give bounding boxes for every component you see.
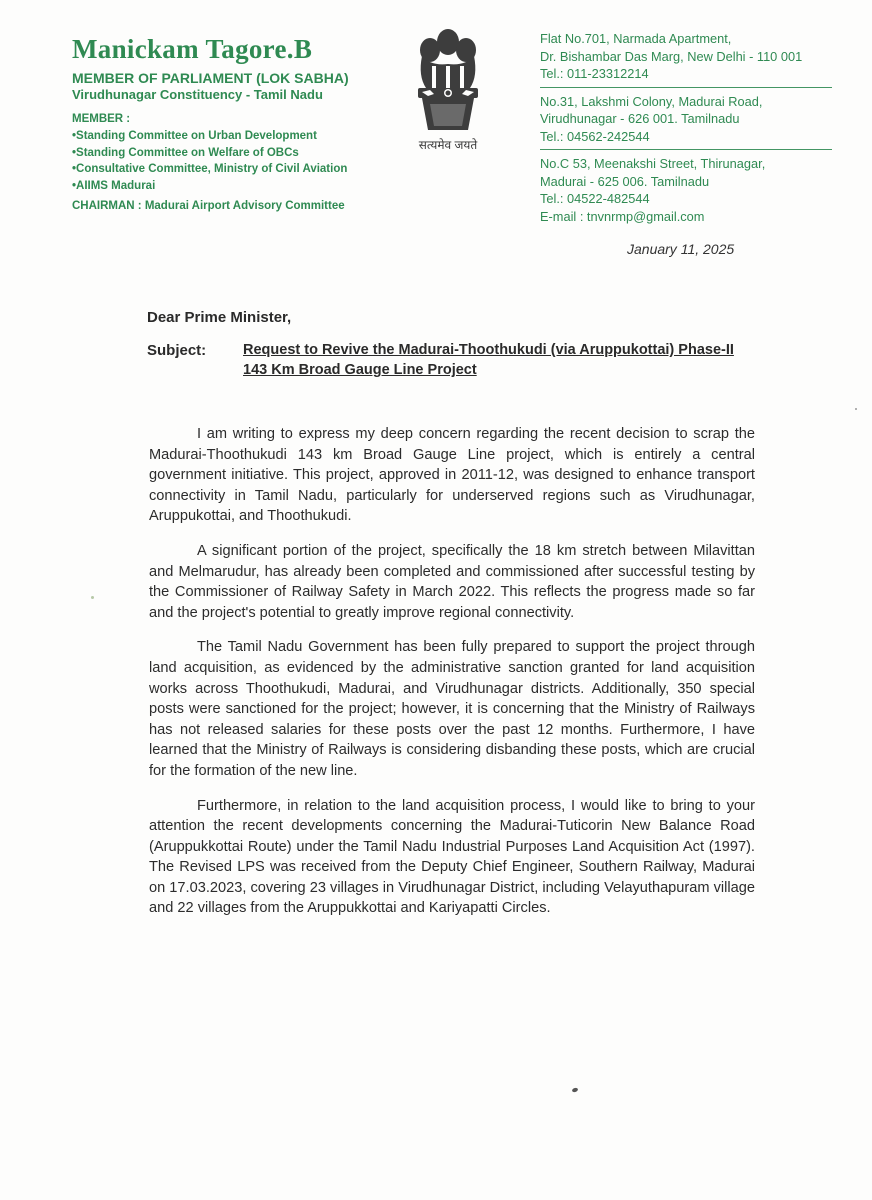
body-paragraph: I am writing to express my deep concern regarding the recent decision to scrap the Madurai-Thoothukudi 143 km Broad Gauge Line project, which is entirely a central government initiative. This project, approved in 2011-12, was designed to enhance transport connectivity in Tamil Nadu, particularly for underserved regions such as Virudhunagar, Aruppukottai, and Thoothukudi.	[149, 426, 755, 525]
membership-item: • AIIMS Madurai	[72, 178, 402, 195]
address-line: No.C 53, Meenakshi Street, Thirunagar,	[540, 156, 766, 171]
membership-item: • Standing Committee on Urban Development	[72, 128, 402, 145]
phone-number: Tel.: 04522-482544	[540, 191, 650, 206]
phone-number: Tel.: 04562-242544	[540, 128, 650, 144]
address-madurai	[540, 155, 832, 225]
emblem-motto: सत्यमेव जयते	[418, 138, 478, 152]
letter-body	[149, 424, 755, 933]
mp-constituency: Virudhunagar Constituency - Tamil Nadu	[72, 87, 323, 102]
address-line: Dr. Bishambar Das Marg, New Delhi - 110 001	[540, 48, 803, 64]
address-line: Madurai - 625 006. Tamilnadu	[540, 173, 710, 189]
address-line: Virudhunagar - 626 001. Tamilnadu	[540, 111, 740, 126]
paper-speck	[91, 596, 94, 599]
address-divider	[540, 149, 832, 150]
body-paragraph: A significant portion of the project, specifically the 18 km stretch between Milavittan and Melmarudur, has already been completed and commissioned after successful testing by the Commissioner of Railway Safety in March 2022. This reflects the progress made so far and the project's potential to greatly improve regional connectivity.	[149, 542, 755, 621]
subject-label: Subject:	[147, 342, 207, 359]
address-delhi	[540, 30, 832, 83]
mp-name: Manickam Tagore.B	[72, 34, 313, 64]
chairman-line: CHAIRMAN : Madurai Airport Advisory Committee	[72, 200, 345, 212]
paper-speck	[855, 408, 857, 410]
address-virudhunagar	[540, 93, 832, 146]
membership-item: • Standing Committee on Welfare of OBCs	[72, 145, 402, 162]
subject-text: Request to Revive the Madurai-Thoothukudi (via Aruppukottai) Phase-II 143 Km Broad Gauge Line Project	[243, 342, 734, 378]
mp-title: MEMBER OF PARLIAMENT (LOK SABHA)	[72, 70, 349, 86]
member-label: MEMBER :	[72, 113, 131, 125]
salutation: Dear Prime Minister,	[147, 309, 292, 326]
membership-item: • Consultative Committee, Ministry of Civil Aviation	[72, 161, 402, 178]
membership-list	[72, 128, 402, 194]
address-line: No.31, Lakshmi Colony, Madurai Road,	[540, 93, 763, 109]
letterhead-addresses	[540, 30, 832, 225]
address-line: Flat No.701, Narmada Apartment,	[540, 31, 732, 46]
letter-date: January 11, 2025	[627, 241, 735, 257]
email-address: E-mail : tnvnrmp@gmail.com	[540, 208, 705, 224]
emblem-graphic	[408, 26, 488, 136]
body-paragraph: The Tamil Nadu Government has been fully prepared to support the project through land acquisition, as evidenced by the administrative sanction granted for land acquisition works across Thoothukudi, Madurai, and Virudhunagar districts. Additionally, 350 special posts were sanctioned for the project; however, it is concerning that the Ministry of Railways has not released salaries for these posts over the past 12 months. Furthermore, I have learned that the Ministry of Railways is considering disbanding these posts, which are crucial for the formation of the new line.	[149, 639, 755, 779]
address-divider	[540, 87, 832, 88]
body-paragraph: Furthermore, in relation to the land acquisition process, I would like to bring to your attention the recent developments concerning the Madurai-Tuticorin New Balance Road (Aruppukkottai Route) under the Tamil Nadu Industrial Purposes Land Acquisition Act (1997). The Revised LPS was received from the Deputy Chief Engineer, Southern Railway, Madurai on 17.03.2023, covering 23 villages in Virudhunagar District, including Velayuthapuram village and 22 villages from the Aruppukkottai and Kariyapatti Circles.	[149, 797, 755, 917]
phone-number: Tel.: 011-23312214	[540, 66, 649, 81]
paper-speck	[571, 1087, 578, 1093]
letterhead-left	[72, 34, 402, 214]
